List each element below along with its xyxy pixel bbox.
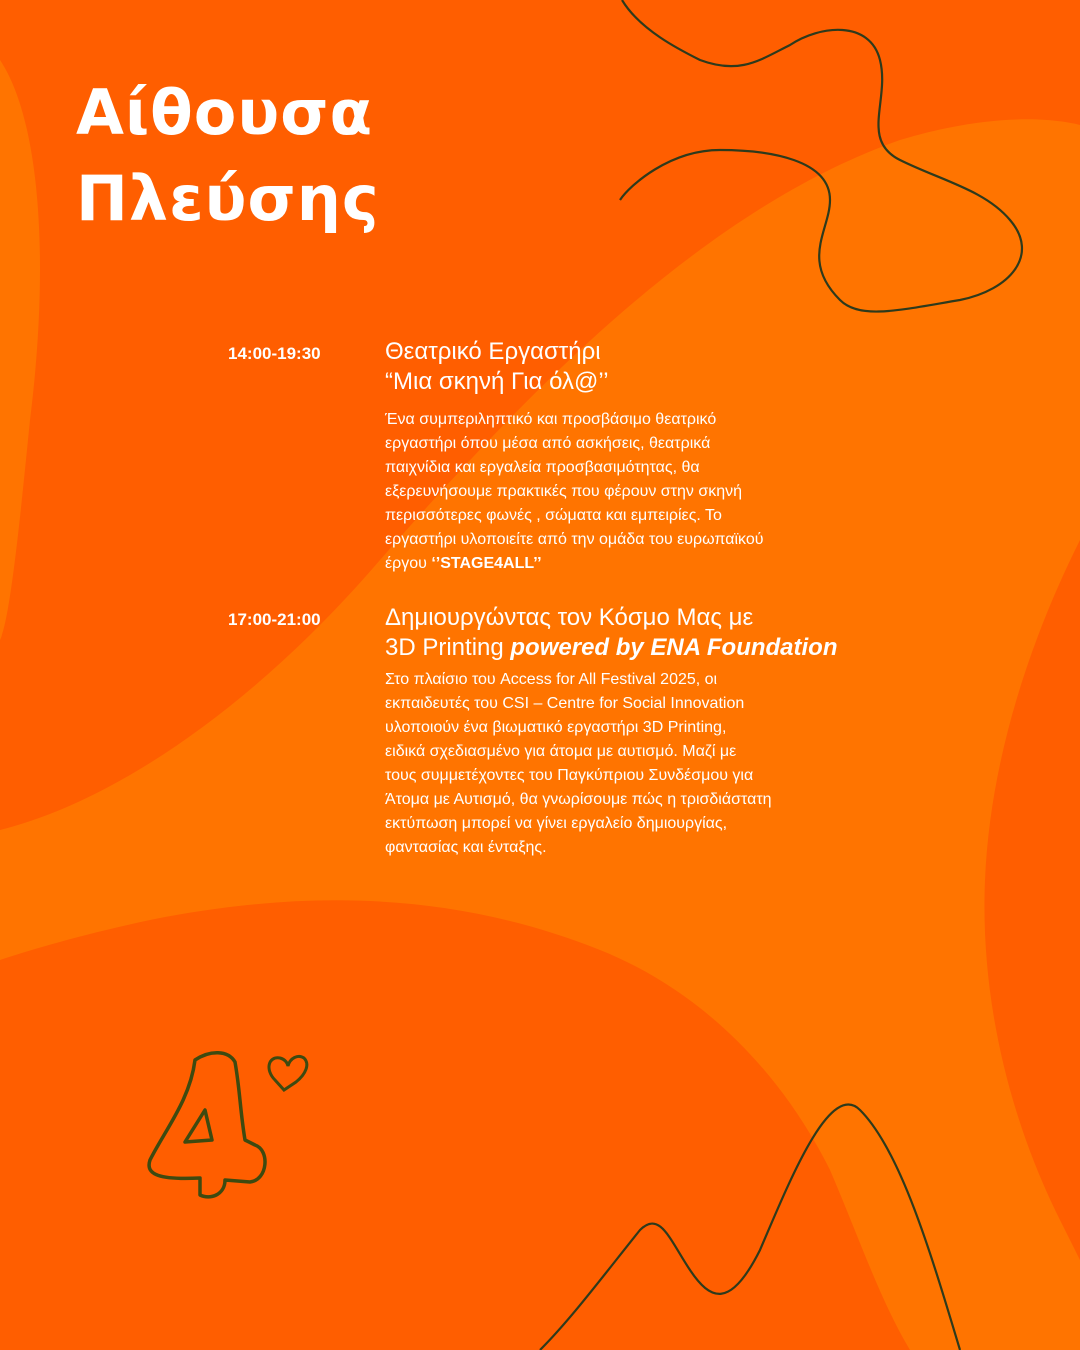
event-2-description-line: εκτύπωση μπορεί να γίνει εργαλείο δημιουργίας, (385, 815, 728, 832)
heart-icon (269, 1056, 307, 1090)
event-1-title-line-2: “Μια σκηνή Για όλ@’’ (385, 368, 609, 395)
background-blob-left (0, 60, 40, 640)
event-1-description-line: περισσότερες φωνές , σώματα και εμπειρίες. Το (385, 507, 722, 524)
event-2-title-prefix: 3D Printing (385, 634, 511, 661)
event-2-title (385, 603, 838, 663)
event-1-description-line: παιχνίδια και εργαλεία προσβασιμότητας, θα (385, 459, 700, 476)
event-1-title-line-1: Θεατρικό Εργαστήρι (385, 338, 601, 365)
page-title (76, 70, 380, 242)
event-1-time: 14:00-19:30 (228, 344, 321, 363)
event-1-description-line: εξερευνήσουμε πρακτικές που φέρουν στην σκηνή (385, 483, 743, 500)
event-2-description-line: Άτομα με Αυτισμό, θα γνωρίσουμε πώς η τρισδιάστατη (385, 791, 772, 808)
event-2-description-line: ειδικά σχεδιασμένο για άτομα με αυτισμό. Μαζί με (385, 743, 737, 760)
event-1-description-line: εργαστήρι όπου μέσα από ασκήσεις, θεατρικά (385, 435, 711, 452)
event-2-description-line: Στο πλαίσιο του Access for All Festival 2025, οι (385, 671, 718, 688)
event-2-time: 17:00-21:00 (228, 610, 321, 629)
event-2-title-line-1: Δημιουργώντας τον Κόσμο Μας με (385, 604, 754, 631)
page-title-line-1: Αίθουσα (76, 76, 374, 149)
event-1-project-name: ‘’STAGE4ALL’’ (431, 555, 542, 572)
page-title-line-2: Πλεύσης (76, 162, 380, 235)
event-2-description-line: φαντασίας και ένταξης. (385, 839, 547, 856)
event-2-title-line-2 (385, 633, 838, 663)
event-2-description-line: εκπαιδευτές του CSI – Centre for Social Innovation (385, 695, 745, 712)
event-2-description-line: τους συμμετέχοντες του Παγκύπριου Συνδέσμου για (385, 767, 754, 784)
event-1-description-line: εργαστήρι υλοποιείτε από την ομάδα του ευρωπαϊκού (385, 531, 764, 548)
event-2-sponsor: powered by ENA Foundation (510, 634, 838, 661)
event-1-description-last-prefix: έργου (385, 555, 432, 572)
event-2-description-line: υλοποιούν ένα βιωματικό εργαστήρι 3D Printing, (385, 719, 727, 736)
event-2-description (385, 668, 865, 860)
event-1-description-line: Ένα συμπεριληπτικό και προσβάσιμο θεατρικό (385, 411, 717, 428)
event-1-description-last-line (385, 552, 865, 576)
event-1-title (385, 337, 609, 397)
event-1-description (385, 408, 865, 576)
logo-four-icon (149, 1053, 265, 1197)
